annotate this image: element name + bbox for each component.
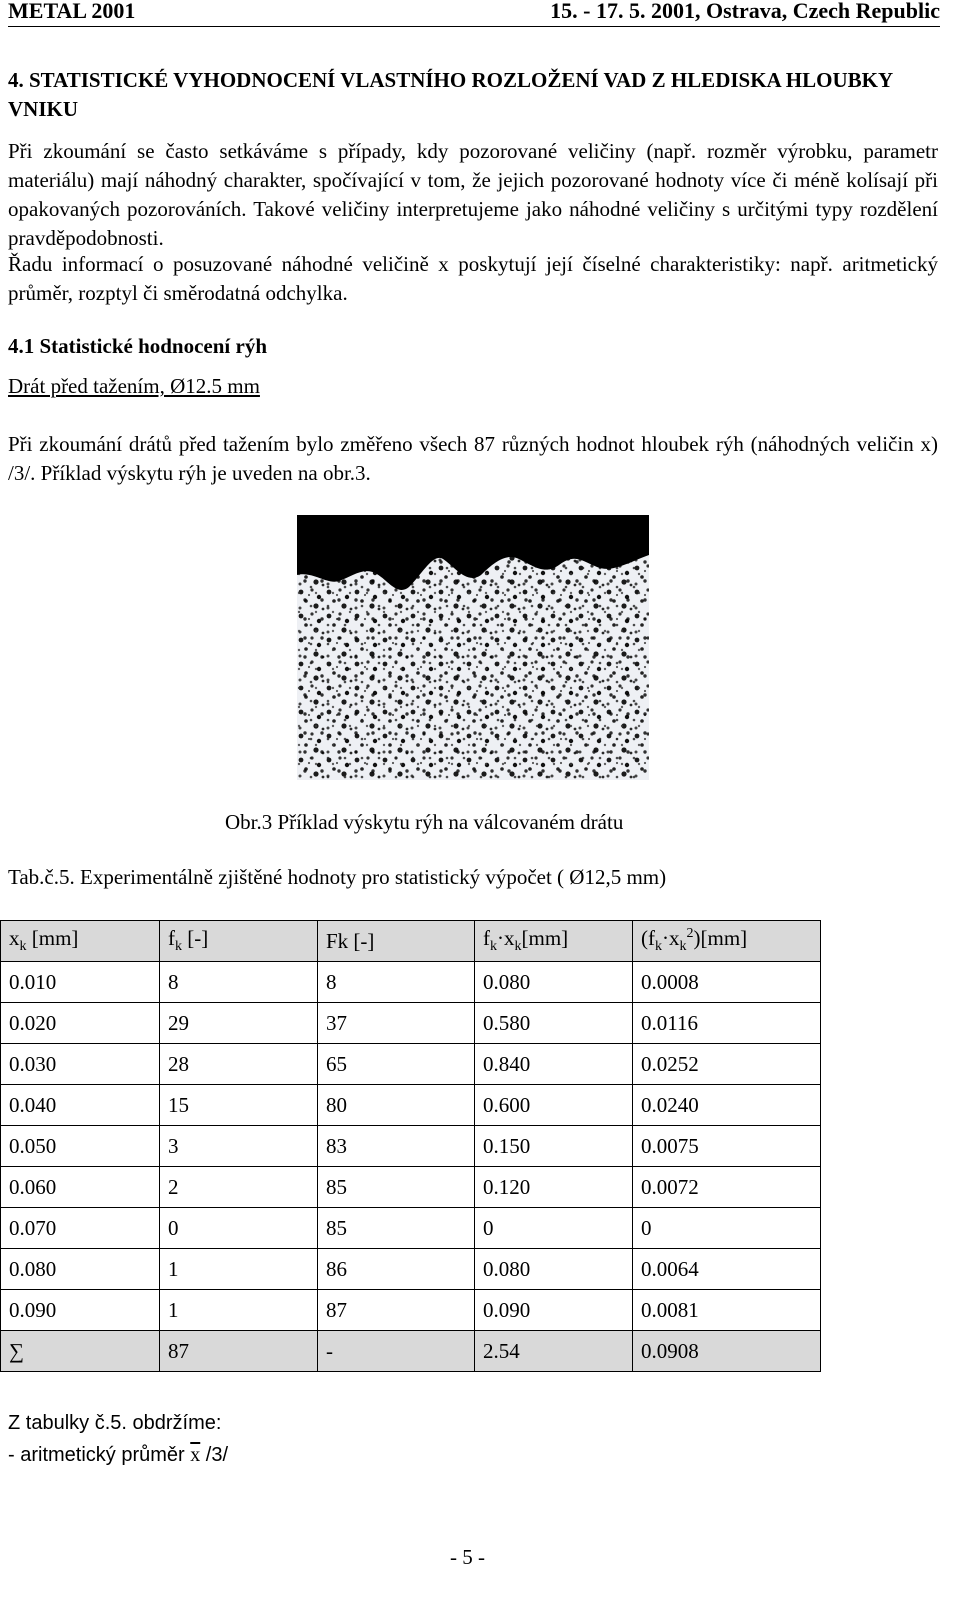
table-cell: 0.150 [475,1126,633,1167]
table-cell: 0 [475,1208,633,1249]
table-cell: 0.0072 [633,1167,821,1208]
table-cell: 0.120 [475,1167,633,1208]
table-cell: 0.060 [1,1167,160,1208]
table-cell: 1 [160,1249,318,1290]
table-row [1,1290,821,1331]
section-title: 4. STATISTICKÉ VYHODNOCENÍ VLASTNÍHO ROZLOŽENÍ VAD Z HLEDISKA HLOUBKY VNIKU [8,68,893,121]
table-cell: 15 [160,1085,318,1126]
table-cell: 0.040 [1,1085,160,1126]
table-cell: 0.0008 [633,962,821,1003]
mean-symbol: $\overline{x}$ [190,1444,201,1466]
table-cell: 0.080 [475,962,633,1003]
table-row [1,1249,821,1290]
table-cell: 37 [318,1003,475,1044]
micrograph-image [297,515,649,780]
table-cell: 65 [318,1044,475,1085]
sum-symbol-cell: ∑ [1,1331,160,1372]
table-cell: 0.580 [475,1003,633,1044]
subsection-subtitle: Drát před tažením, Ø12.5 mm [8,374,260,398]
table-cell: 0.020 [1,1003,160,1044]
col-header-fk-xk: $f_k\cdot x_k[mm]$ [475,921,633,962]
after-table-line-1: Z tabulky č.5. obdržíme: [8,1412,222,1434]
table-cell: 87 [318,1290,475,1331]
micrograph-photo [297,515,649,780]
table-cell: 0.0240 [633,1085,821,1126]
table-row [1,1085,821,1126]
col-header-fk-xk2: $(f_k\cdot x_k^2)[mm]$ [633,921,821,962]
table-row [1,1044,821,1085]
intro-paragraph-1: Při zkoumání se často setkáváme s případy, kdy pozorované veličiny (např. rozměr výrobku, parametr materiálu) mají náhodný charakter, spočívající v tom, že jejich pozorované hodnoty více či méně kolísají při opakovaných pozorováních. Takové veličiny interpretujeme jako náhodné veličiny s určitými typy rozdělení pravděpodobnosti. [8,139,938,250]
table-cell: 0.090 [1,1290,160,1331]
table-cell: 0.0081 [633,1290,821,1331]
table-cell: 0.010 [1,962,160,1003]
intro-paragraph-2: Řadu informací o posuzované náhodné veličině x poskytují její číselné charakteristiky: např. aritmetický průměr, rozptyl či směrodatná odchylka. [8,252,938,305]
table-row [1,962,821,1003]
table-cell: 2.54 [475,1331,633,1372]
header-right: 15. - 17. 5. 2001, Ostrava, Czech Republic [550,0,940,23]
table-row [1,1208,821,1249]
table-caption: Tab.č.5. Experimentálně zjištěné hodnoty pro statistický výpočet ( Ø12,5 mm) [8,865,667,889]
table-cell: 0.0116 [633,1003,821,1044]
table-cell: 0.0075 [633,1126,821,1167]
table-cell: 85 [318,1208,475,1249]
table-sum-row [1,1331,821,1372]
header-left: METAL 2001 [8,0,136,23]
table-cell: 0.080 [475,1249,633,1290]
table-row [1,1167,821,1208]
table-cell: 0.090 [475,1290,633,1331]
table-row [1,1126,821,1167]
table-cell: 1 [160,1290,318,1331]
col-header-xk: $x_k$ [mm] [1,921,160,962]
table-cell: 87 [160,1331,318,1372]
table-cell: 86 [318,1249,475,1290]
table-cell: 0 [160,1208,318,1249]
table-cell: 8 [318,962,475,1003]
figure-caption: Obr.3 Příklad výskytu rýh na válcovaném drátu [225,810,624,834]
table-cell: 0 [633,1208,821,1249]
table-cell: 0.050 [1,1126,160,1167]
after-table-line-2: - aritmetický průměr $\overline{x}$ /3/ [8,1444,229,1466]
subsection-paragraph: Při zkoumání drátů před tažením bylo změřeno všech 87 různých hodnot hloubek rýh (náhodných veličin x) /3/. Příklad výskytu rýh je uveden na obr.3. [8,432,938,485]
subsection-title: 4.1 Statistické hodnocení rýh [8,334,268,358]
page-number: - 5 - [450,1545,485,1569]
table-cell: 0.080 [1,1249,160,1290]
table-cell: 0.030 [1,1044,160,1085]
table-header-row [1,921,821,962]
table-cell: 0.600 [475,1085,633,1126]
table-cell: 0.840 [475,1044,633,1085]
table-cell: 29 [160,1003,318,1044]
table-cell: - [318,1331,475,1372]
data-table [0,920,821,1372]
table-cell: 0.070 [1,1208,160,1249]
table-row [1,1003,821,1044]
col-header-Fk: Fk [-] [318,921,475,962]
table-cell: 80 [318,1085,475,1126]
table-cell: 83 [318,1126,475,1167]
table-cell: 8 [160,962,318,1003]
col-header-fk: $f_k$ [-] [160,921,318,962]
table-cell: 85 [318,1167,475,1208]
header-rule [8,26,940,27]
table-cell: 0.0908 [633,1331,821,1372]
table-cell: 28 [160,1044,318,1085]
table-cell: 0.0064 [633,1249,821,1290]
table-cell: 2 [160,1167,318,1208]
table-cell: 3 [160,1126,318,1167]
table-cell: 0.0252 [633,1044,821,1085]
page-header [8,0,940,26]
